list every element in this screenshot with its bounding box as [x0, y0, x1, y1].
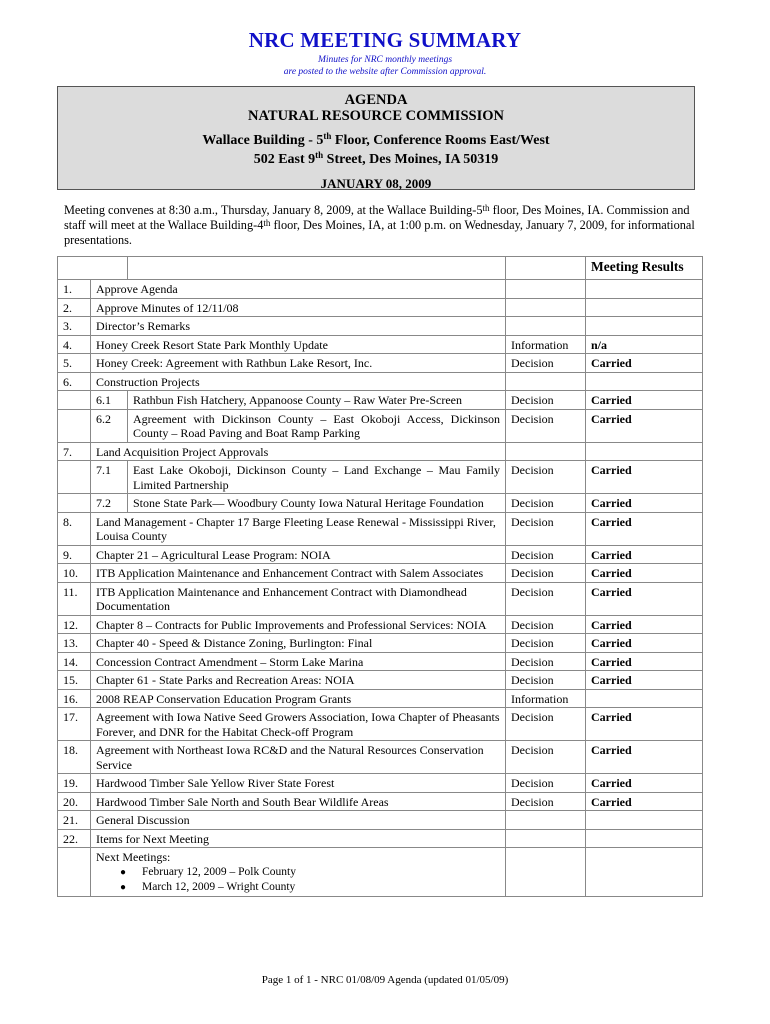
item-result: Carried: [586, 409, 703, 442]
item-action-type: Decision: [506, 409, 586, 442]
item-result: Carried: [586, 512, 703, 545]
item-description: Land Management - Chapter 17 Barge Fleeting Lease Renewal - Mississippi River, Louisa County: [91, 512, 506, 545]
agenda-item-row: [58, 689, 703, 708]
item-action-type: Information: [506, 335, 586, 354]
item-result: Carried: [586, 708, 703, 741]
meeting-intro-paragraph: Meeting convenes at 8:30 a.m., Thursday, January 8, 2009, at the Wallace Building-5th floor, Des Moines, IA. Commission and staff will meet at the Wallace Building-4th floor, Des Moines, IA, at 1:00 p.m. on Wednesday, January 7, 2009, for informational presentations.: [64, 203, 695, 247]
document-title: NRC MEETING SUMMARY: [248, 28, 522, 52]
item-result: Carried: [586, 545, 703, 564]
item-action-type: [506, 372, 586, 391]
item-action-type: Decision: [506, 671, 586, 690]
agenda-table: [57, 256, 703, 897]
item-action-type: Decision: [506, 708, 586, 741]
subitem-number: 6.1: [91, 391, 128, 410]
item-number-cell: [58, 409, 91, 442]
next-meetings-row: [58, 848, 703, 897]
item-number: 6.: [58, 372, 91, 391]
agenda-item-row: [58, 564, 703, 583]
item-number: 14.: [58, 652, 91, 671]
item-description: Chapter 8 – Contracts for Public Improvements and Professional Services: NOIA: [91, 615, 506, 634]
next-meeting-text: March 12, 2009 – Wright County: [142, 880, 296, 893]
item-description: Agreement with Dickinson County – East Okoboji Access, Dickinson County – Road Paving and Boat Ramp Parking: [128, 409, 506, 442]
item-description: Hardwood Timber Sale North and South Bear Wildlife Areas: [91, 792, 506, 811]
item-action-type: Information: [506, 689, 586, 708]
item-action-type: Decision: [506, 564, 586, 583]
item-number: 13.: [58, 634, 91, 653]
item-description: 2008 REAP Conservation Education Program Grants: [91, 689, 506, 708]
agenda-subitem-row: [58, 461, 703, 494]
bullet-icon: ●: [120, 881, 127, 893]
item-description: Director’s Remarks: [91, 317, 506, 336]
item-result: Carried: [586, 582, 703, 615]
agenda-label: AGENDA: [344, 92, 408, 108]
agenda-item-row: [58, 774, 703, 793]
item-result: Carried: [586, 391, 703, 410]
item-number: 4.: [58, 335, 91, 354]
bullet-icon: ●: [120, 866, 127, 878]
subitem-number: 7.1: [91, 461, 128, 494]
item-number: 9.: [58, 545, 91, 564]
item-result: n/a: [586, 335, 703, 354]
item-number: 20.: [58, 792, 91, 811]
agenda-item-row: [58, 354, 703, 373]
item-number: 21.: [58, 811, 91, 830]
item-action-type: [506, 317, 586, 336]
minutes-note-line-2: are posted to the website after Commission approval.: [283, 67, 487, 77]
item-action-type: Decision: [506, 792, 586, 811]
item-result: [586, 848, 703, 897]
item-description: Hardwood Timber Sale Yellow River State Forest: [91, 774, 506, 793]
item-result: [586, 298, 703, 317]
item-action-type: [506, 298, 586, 317]
item-result: Carried: [586, 741, 703, 774]
item-result: Carried: [586, 615, 703, 634]
meeting-address: 502 East 9th Street, Des Moines, IA 50319: [253, 150, 499, 167]
item-result: Carried: [586, 652, 703, 671]
item-action-type: Decision: [506, 512, 586, 545]
item-number: 18.: [58, 741, 91, 774]
item-description: Rathbun Fish Hatchery, Appanoose County – Raw Water Pre-Screen: [128, 391, 506, 410]
item-action-type: Decision: [506, 391, 586, 410]
item-description: Agreement with Iowa Native Seed Growers Association, Iowa Chapter of Pheasants Forever, and DNR for the Habitat Check-off Program: [91, 708, 506, 741]
agenda-item-row: [58, 741, 703, 774]
agenda-item-row: [58, 298, 703, 317]
item-action-type: Decision: [506, 354, 586, 373]
item-result: Carried: [586, 774, 703, 793]
item-number: 10.: [58, 564, 91, 583]
item-action-type: Decision: [506, 741, 586, 774]
agenda-item-row: [58, 829, 703, 848]
commission-name: NATURAL RESOURCE COMMISSION: [248, 108, 504, 124]
item-result: Carried: [586, 634, 703, 653]
next-meetings-list: [96, 865, 500, 895]
item-number: 16.: [58, 689, 91, 708]
item-number-cell: [58, 391, 91, 410]
item-action-type: [506, 442, 586, 461]
item-description: Concession Contract Amendment – Storm Lake Marina: [91, 652, 506, 671]
item-description: Chapter 40 - Speed & Distance Zoning, Burlington: Final: [91, 634, 506, 653]
item-description: Land Acquisition Project Approvals: [91, 442, 506, 461]
item-result: [586, 280, 703, 299]
agenda-header-box: [57, 86, 695, 190]
agenda-item-row: [58, 582, 703, 615]
next-meeting-item: [120, 865, 500, 880]
next-meeting-item: [120, 880, 500, 895]
agenda-item-row: [58, 708, 703, 741]
agenda-item-row: [58, 634, 703, 653]
item-result: [586, 442, 703, 461]
item-action-type: [506, 811, 586, 830]
item-number: 11.: [58, 582, 91, 615]
item-number: 17.: [58, 708, 91, 741]
item-description: Construction Projects: [91, 372, 506, 391]
agenda-item-row: [58, 317, 703, 336]
meeting-location: Wallace Building - 5th Floor, Conference Rooms East/West: [202, 131, 550, 148]
meeting-results-header: Meeting Results: [586, 257, 703, 280]
item-result: [586, 689, 703, 708]
next-meeting-text: February 12, 2009 – Polk County: [142, 865, 296, 878]
item-action-type: Decision: [506, 615, 586, 634]
subitem-number: 6.2: [91, 409, 128, 442]
item-number: 22.: [58, 829, 91, 848]
item-description: ITB Application Maintenance and Enhancement Contract with Salem Associates: [91, 564, 506, 583]
item-description: Items for Next Meeting: [91, 829, 506, 848]
item-description: General Discussion: [91, 811, 506, 830]
item-number: 2.: [58, 298, 91, 317]
item-result: Carried: [586, 494, 703, 513]
item-description: Chapter 61 - State Parks and Recreation Areas: NOIA: [91, 671, 506, 690]
item-number: 3.: [58, 317, 91, 336]
item-action-type: Decision: [506, 582, 586, 615]
agenda-item-row: [58, 372, 703, 391]
item-description: Approve Minutes of 12/11/08: [91, 298, 506, 317]
agenda-item-row: [58, 442, 703, 461]
item-action-type: Decision: [506, 461, 586, 494]
item-result: Carried: [586, 671, 703, 690]
item-result: Carried: [586, 461, 703, 494]
item-description: Agreement with Northeast Iowa RC&D and the Natural Resources Conservation Service: [91, 741, 506, 774]
item-number: 19.: [58, 774, 91, 793]
item-action-type: [506, 829, 586, 848]
item-description: Honey Creek: Agreement with Rathbun Lake Resort, Inc.: [91, 354, 506, 373]
item-description: Approve Agenda: [91, 280, 506, 299]
meeting-date: JANUARY 08, 2009: [320, 176, 432, 191]
item-result: Carried: [586, 564, 703, 583]
item-result: Carried: [586, 354, 703, 373]
item-result: Carried: [586, 792, 703, 811]
table-header-row: [58, 257, 703, 280]
agenda-subitem-row: [58, 391, 703, 410]
item-result: [586, 811, 703, 830]
item-number-cell: [58, 494, 91, 513]
next-meetings-cell: [91, 848, 506, 897]
item-description: Stone State Park— Woodbury County Iowa Natural Heritage Foundation: [128, 494, 506, 513]
agenda-item-row: [58, 671, 703, 690]
item-action-type: Decision: [506, 545, 586, 564]
item-action-type: [506, 848, 586, 897]
agenda-item-row: [58, 811, 703, 830]
item-result: [586, 317, 703, 336]
item-result: [586, 829, 703, 848]
next-meetings-label: Next Meetings:: [96, 850, 171, 864]
item-action-type: Decision: [506, 494, 586, 513]
agenda-item-row: [58, 280, 703, 299]
agenda-subitem-row: [58, 409, 703, 442]
agenda-item-row: [58, 615, 703, 634]
agenda-item-row: [58, 512, 703, 545]
item-description: East Lake Okoboji, Dickinson County – Land Exchange – Mau Family Limited Partnership: [128, 461, 506, 494]
item-number: 8.: [58, 512, 91, 545]
agenda-item-row: [58, 652, 703, 671]
agenda-item-row: [58, 545, 703, 564]
item-action-type: Decision: [506, 774, 586, 793]
agenda-item-row: [58, 335, 703, 354]
agenda-item-row: [58, 792, 703, 811]
item-number: 12.: [58, 615, 91, 634]
item-description: ITB Application Maintenance and Enhancement Contract with Diamondhead Documentation: [91, 582, 506, 615]
item-action-type: Decision: [506, 634, 586, 653]
item-number: 15.: [58, 671, 91, 690]
item-number: 1.: [58, 280, 91, 299]
item-description: Chapter 21 – Agricultural Lease Program: NOIA: [91, 545, 506, 564]
item-action-type: [506, 280, 586, 299]
subitem-number: 7.2: [91, 494, 128, 513]
item-number: 5.: [58, 354, 91, 373]
item-description: Honey Creek Resort State Park Monthly Update: [91, 335, 506, 354]
item-number: 7.: [58, 442, 91, 461]
item-number-cell: [58, 461, 91, 494]
item-action-type: Decision: [506, 652, 586, 671]
agenda-subitem-row: [58, 494, 703, 513]
item-number-cell: [58, 848, 91, 897]
item-result: [586, 372, 703, 391]
page-footer: Page 1 of 1 - NRC 01/08/09 Agenda (updated 01/05/09): [261, 974, 509, 986]
minutes-note-line-1: Minutes for NRC monthly meetings: [317, 55, 453, 65]
